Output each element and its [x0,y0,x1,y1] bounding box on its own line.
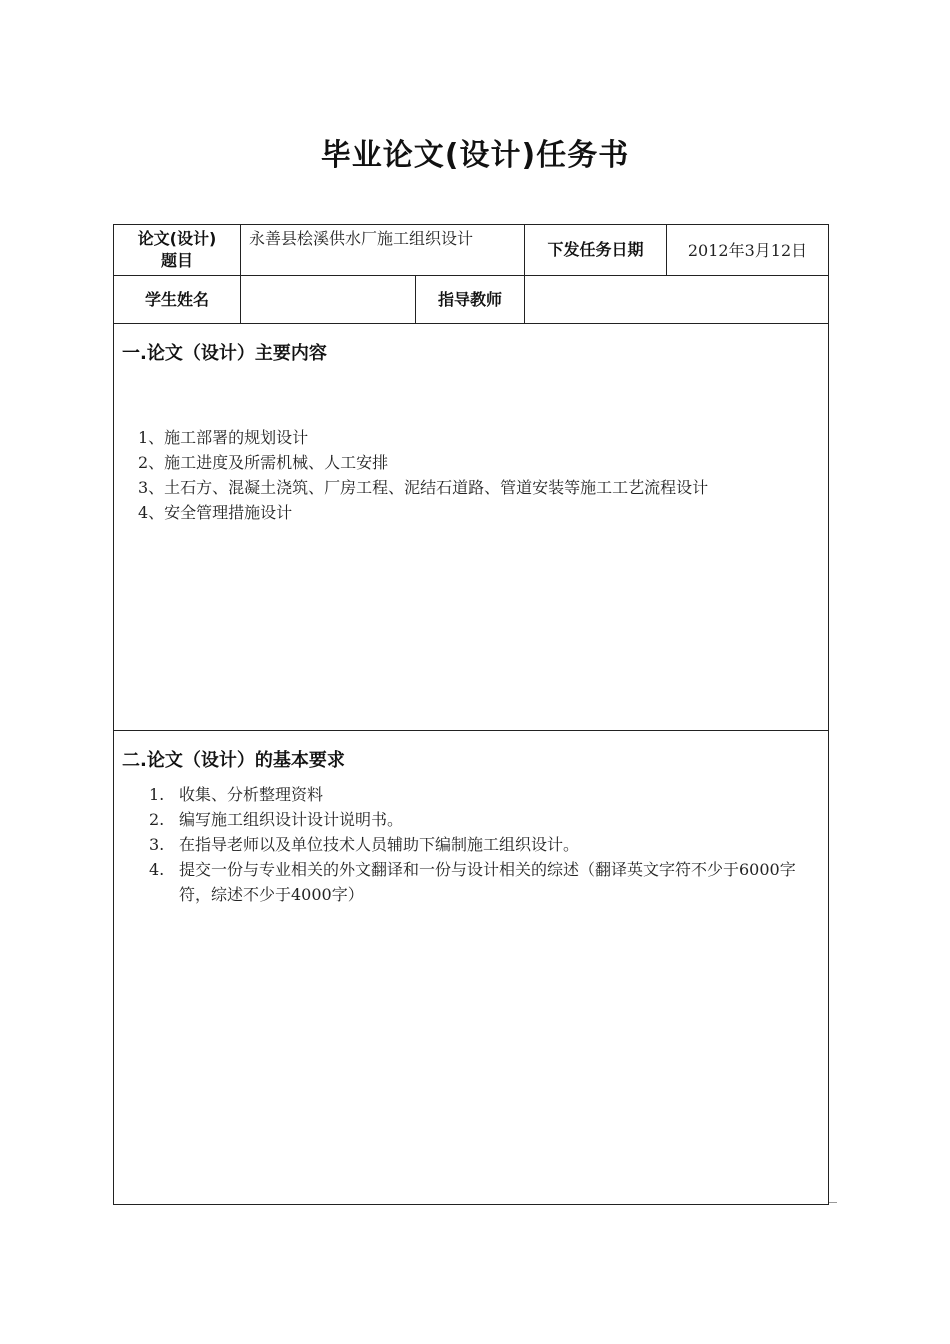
table-edge-mark [829,1202,837,1203]
section1-content-list [138,425,708,525]
row-divider [114,323,828,324]
topic-value[interactable]: 永善县桧溪供水厂施工组织设计 [249,229,474,248]
list-item-number: 3. [149,835,165,854]
list-item-number: 4. [149,860,165,879]
list-item [149,807,821,832]
task-form-table [113,224,829,1205]
section2-heading: 二.论文（设计）的基本要求 [122,750,345,771]
list-item [149,782,821,807]
list-item-number: 1. [149,785,165,804]
advisor-value[interactable] [525,276,828,323]
list-item [149,832,821,857]
list-item-text: 在指导老师以及单位技术人员辅助下编制施工组织设计。 [179,835,580,854]
list-item-number: 2. [149,810,165,829]
page-title: 毕业论文(设计)任务书 [320,138,630,173]
list-item: 4、安全管理措施设计 [138,503,293,522]
section1-heading: 一.论文（设计）主要内容 [122,343,327,364]
topic-label: 论文(设计)题目 [137,229,217,270]
student-name-label: 学生姓名 [144,289,209,309]
row-divider [114,730,828,731]
list-item: 2、施工进度及所需机械、人工安排 [138,453,389,472]
issue-date-label: 下发任务日期 [547,240,644,259]
advisor-label: 指导教师 [437,289,502,309]
list-item-text: 提交一份与专业相关的外文翻译和一份与设计相关的综述（翻译英文字符不少于6000字符，综述不少于4000字） [179,860,796,904]
student-name-value[interactable] [241,276,415,323]
list-item [149,857,821,907]
list-item-text: 编写施工组织设计设计说明书。 [179,810,404,829]
issue-date-value[interactable]: 2012年3月12日 [687,240,808,260]
list-item: 3、土石方、混凝土浇筑、厂房工程、泥结石道路、管道安装等施工工艺流程设计 [138,478,709,497]
section2-requirements-list [149,782,821,907]
list-item: 1、施工部署的规划设计 [138,428,309,447]
list-item-text: 收集、分析整理资料 [179,785,324,804]
